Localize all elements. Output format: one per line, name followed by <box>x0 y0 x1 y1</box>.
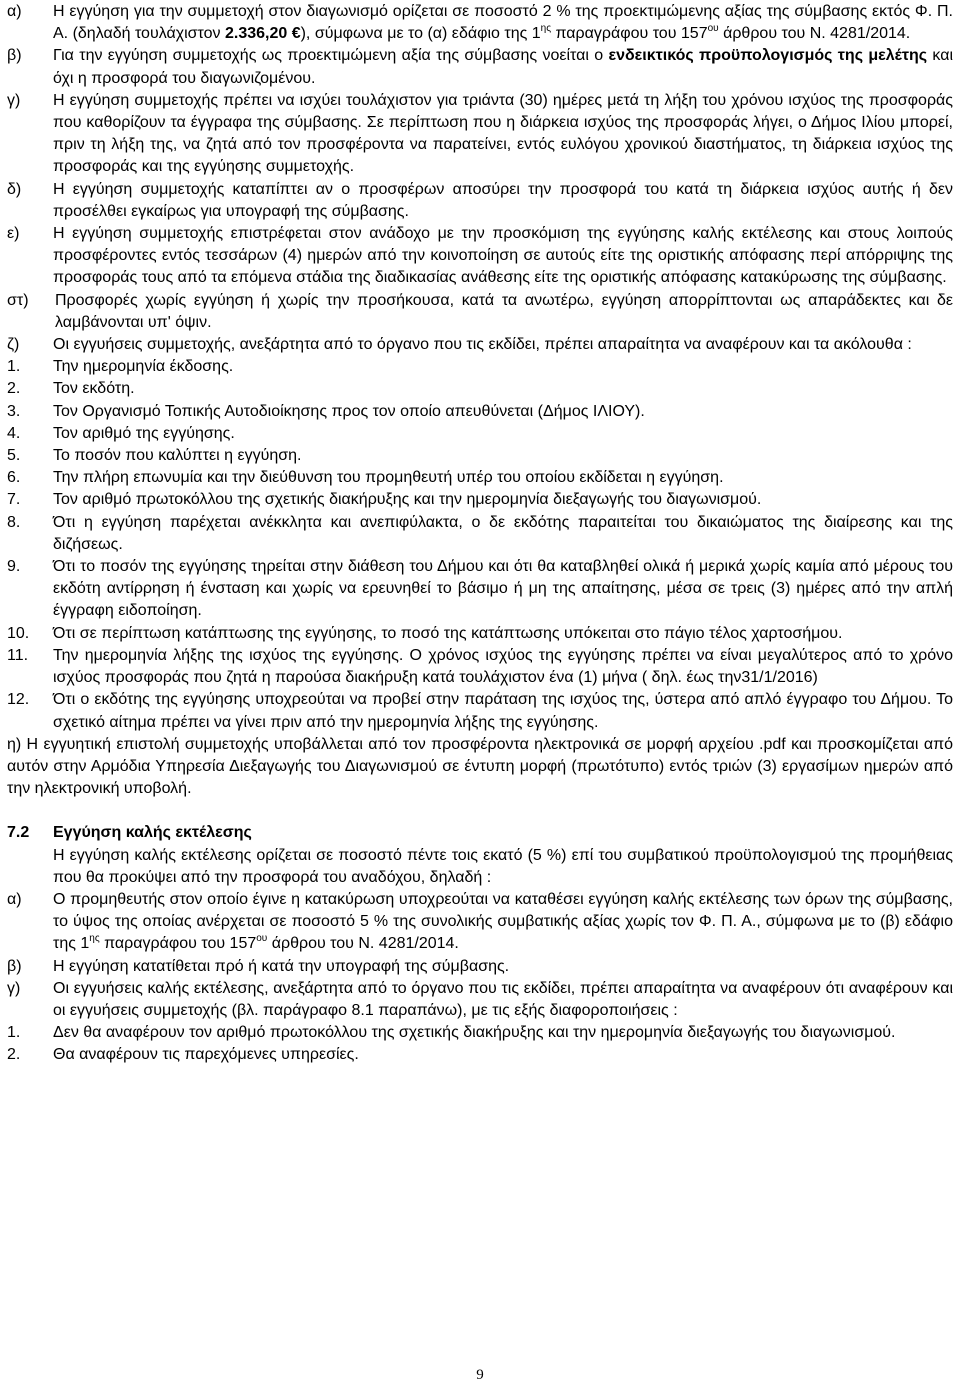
list-item-alpha <box>7 1 953 45</box>
numbered-item <box>7 423 953 445</box>
item-text: Για την εγγύηση συμμετοχής ως προεκτιμώμενη αξία της σύμβασης νοείται ο ενδεικτικός προϋπολογισμός της μελέτης και όχι η προσφορά του διαγωνιζομένου. <box>53 47 954 87</box>
item-text: Το ποσόν που καλύπτει η εγγύηση. <box>53 447 302 465</box>
item-number: 4. <box>7 424 21 442</box>
list-item-gamma <box>7 90 953 179</box>
list-item-zeta <box>7 334 953 356</box>
item-text: Οι εγγυήσεις συμμετοχής, ανεξάρτητα από το όργανο που τις εκδίδει, πρέπει απαραίτητα να αναφέρουν και τα ακόλουθα : <box>53 336 912 354</box>
item-text: Η εγγύηση συμμετοχής επιστρέφεται στον ανάδοχο με την προσκόμιση της εγγύησης καλής εκτέλεσης και στους λοιπούς προσφέροντες εντός τεσσάρων (4) ημερών από την κοινοποίηση σε αυτούς είτε της οριστικής απόφασης περί απόρριψης της προσφοράς τους από τα επόμενα στάδια της διαδικασίας ανάθεσης είτε της οριστικής απόφασης κατακύρωσης της σύμβασης. <box>53 225 953 287</box>
numbered-item <box>7 645 953 689</box>
page-number: 9 <box>476 1367 484 1383</box>
item-text: Τον αριθμό της εγγύησης. <box>53 424 235 442</box>
item-text: Θα αναφέρουν τις παρεχόμενες υπηρεσίες. <box>53 1046 359 1064</box>
item-number: 2. <box>7 1046 21 1064</box>
item-text: Τον αριθμό πρωτοκόλλου της σχετικής διακήρυξης και την ημερομηνία διεξαγωγής του διαγωνισμού. <box>53 491 762 509</box>
section-intro: Η εγγύηση καλής εκτέλεσης ορίζεται σε ποσοστό πέντε τοις εκατό (5 %) επί του συμβατικού προϋπολογισμού της προμήθειας που θα προκύψει από την προσφορά του αναδόχου, δηλαδή : <box>53 846 953 886</box>
item-number: 12. <box>7 691 30 709</box>
amount-bold: 2.336,20 € <box>224 25 301 43</box>
numbered-item <box>7 689 953 733</box>
item-text: Την ημερομηνία λήξης της ισχύος της εγγύησης. Ο χρόνος ισχύος της εγγύησης πρέπει να είναι μεγαλύτερος από το χρόνο ισχύος προσφοράς που ζητά η παρούσα διακήρυξη κατά τουλάχιστον ένα (1) μήνα ( δηλ. έως την31/1/2016) <box>53 646 953 687</box>
item-text: Ότι η εγγύηση παρέχεται ανέκκλητα και ανεπιφύλακτα, ο δε εκδότης παραιτείται του δικαιώματος της διαίρεσης και της διζήσεως. <box>53 513 953 553</box>
item-number: 1. <box>7 358 21 376</box>
item-number: 10. <box>7 624 30 642</box>
section-numbered-item <box>7 1044 953 1066</box>
item-number: 9. <box>7 558 21 576</box>
item-number: 3. <box>7 402 21 420</box>
item-label: β) <box>7 957 22 975</box>
item-text: Ότι σε περίπτωση κατάπτωσης της εγγύησης, το ποσό της κατάπτωσης υπόκειται στο πάγιο τέλος χαρτοσήμου. <box>53 624 843 642</box>
item-label: α) <box>7 3 22 20</box>
item-text: Η εγγύηση για την συμμετοχή στον διαγωνισμό ορίζεται σε ποσοστό 2 % της προεκτιμώμενης αξίας της σύμβασης εκτός Φ. Π. Α. (δηλαδή τουλάχιστον 2.336,20 €), σύμφωνα με το (α) εδάφιο της $1^{\eta\varsigma}$ παραγράφου του $157^{o\upsilon}$ άρθρου του Ν. 4281/2014. <box>53 3 953 43</box>
numbered-item <box>7 378 953 400</box>
item-text: Δεν θα αναφέρουν τον αριθμό πρωτοκόλλου της σχετικής διακήρυξης και την ημερομηνία διεξαγωγής του διαγωνισμού. <box>53 1024 896 1042</box>
item-label: γ) <box>7 979 21 997</box>
item-text: Η εγγύηση συμμετοχής καταπίπτει αν ο προσφέρων αποσύρει την προσφορά του κατά τη διάρκεια ισχύος αυτής ή δεν προσέλθει εγκαίρως για υπογραφή της σύμβασης. <box>53 180 953 220</box>
item-label: δ) <box>7 180 22 198</box>
numbered-item <box>7 356 953 378</box>
list-item-stigma <box>7 290 953 334</box>
section-number: 7.2 <box>7 824 30 842</box>
item-text: Η εγγύηση συμμετοχής πρέπει να ισχύει τουλάχιστον για τριάντα (30) ημέρες μετά τη λήξη του χρόνου ισχύος της προσφοράς που καθορίζουν τα έγγραφα της σύμβασης. Σε περίπτωση που η διάρκεια ισχύος της προσφοράς λήγει, ο Δήμος Ιλίου μπορεί, πριν τη λήξη της, να ζητά από τον προσφέροντα να παρατείνει, εντός ευλόγου χρονικού διαστήματος, τη διάρκεια ισχύος της προσφοράς και της εγγύησης συμμετοχής. <box>53 91 953 176</box>
section-heading <box>7 822 953 844</box>
list-item-beta <box>7 45 953 89</box>
item-number: 8. <box>7 513 21 531</box>
numbered-item <box>7 556 953 623</box>
item-number: 11. <box>7 646 29 664</box>
section-item-alpha <box>7 889 953 956</box>
list-item-epsilon <box>7 223 953 290</box>
numbered-item <box>7 512 953 556</box>
item-number: 5. <box>7 447 21 465</box>
item-label: ε) <box>7 225 20 243</box>
numbered-item <box>7 467 953 489</box>
item-text: Την ημερομηνία έκδοσης. <box>53 358 234 376</box>
section-item-gamma <box>7 978 953 1022</box>
item-number: 1. <box>7 1024 21 1042</box>
item-text: Οι εγγυήσεις καλής εκτέλεσης, ανεξάρτητα από το όργανο που τις εκδίδει, πρέπει απαραίτητα να αναφέρουν ότι αναφέρουν και οι εγγυήσεις συμμετοχής (βλ. παράγραφο 8.1 παραπάνω), με τις εξής διαφοροποιήσεις : <box>53 979 953 1019</box>
item-text: Τον εκδότη. <box>53 380 135 398</box>
eta-paragraph: η) Η εγγυητική επιστολή συμμετοχής υποβάλλεται από τον προσφέροντα ηλεκτρονικά σε μορφή αρχείου .pdf και προσκομίζεται από αυτόν στην Αρμόδια Υπηρεσία Διεξαγωγής του Διαγωνισμού σε έντυπη μορφή (πρωτότυπο) εντός τριών (3) εργασίμων ημερών από την ηλεκτρονική υποβολή. <box>7 735 953 798</box>
item-number: 7. <box>7 491 21 509</box>
numbered-item <box>7 623 953 645</box>
item-label: ζ) <box>7 336 20 354</box>
item-text: Τον Οργανισμό Τοπικής Αυτοδιοίκησης προς τον οποίο απευθύνεται (Δήμος ΙΛΙΟΥ). <box>53 402 645 420</box>
item-number: 2. <box>7 380 21 398</box>
budget-bold: ενδεικτικός προϋπολογισμός της μελέτης <box>608 47 928 65</box>
numbered-item <box>7 445 953 467</box>
item-text: Ότι ο εκδότης της εγγύησης υποχρεούται να προβεί στην παράταση της ισχύος της, ύστερα από απλό έγγραφο του Δήμου. Το σχετικό αίτημα πρέπει να γίνει πριν από την ημερομηνία λήξης της εγγύησης. <box>53 691 953 731</box>
list-item-delta <box>7 179 953 223</box>
spacer <box>7 800 953 822</box>
item-text: Η εγγύηση κατατίθεται πρό ή κατά την υπογραφή της σύμβασης. <box>53 957 510 975</box>
item-text: Ότι το ποσόν της εγγύησης τηρείται στην διάθεση του Δήμου και ότι θα καταβληθεί ολικά ή μερικά χωρίς καμία από μέρους του εκδότη αντίρρηση ή ένσταση και χωρίς να ερευνηθεί το βάσιμο ή μη της απαίτησης, μέσα σε τρεις (3) ημέρες από την απλή έγγραφη ειδοποίηση. <box>53 558 953 620</box>
section-numbered-item <box>7 1022 953 1044</box>
item-label: β) <box>7 47 22 65</box>
item-text: Ο προμηθευτής στον οποίο έγινε η κατακύρωση υποχρεούται να καταθέσει εγγύηση καλής εκτέλεσης των όρων της σύμβασης, το ύψος της οποίας ανέρχεται σε ποσοστό 5 % της συνολικής συμβατικής αξίας χωρίς τον Φ. Π. Α., σύμφωνα με το (β) εδάφιο της $1^{\eta\varsigma}$ παραγράφου του $157^{o\upsilon}$ άρθρου του Ν. 4281/2014. <box>53 890 953 953</box>
numbered-item <box>7 489 953 511</box>
item-text: Την πλήρη επωνυμία και την διεύθυνση του προμηθευτή υπέρ του οποίου εκδίδεται η εγγύηση. <box>53 469 724 487</box>
section-title: Εγγύηση καλής εκτέλεσης <box>53 824 252 842</box>
item-label: στ) <box>7 291 29 309</box>
item-label: γ) <box>7 91 21 109</box>
document-page <box>7 1 953 1067</box>
item-number: 6. <box>7 469 21 487</box>
section-item-beta <box>7 956 953 978</box>
item-label: α) <box>7 890 22 908</box>
numbered-item <box>7 401 953 423</box>
item-text: Προσφορές χωρίς εγγύηση ή χωρίς την προσήκουσα, κατά τα ανωτέρω, εγγύηση απορρίπτονται ως απαράδεκτες και δε λαμβάνονται υπ' όψιν. <box>55 291 953 331</box>
